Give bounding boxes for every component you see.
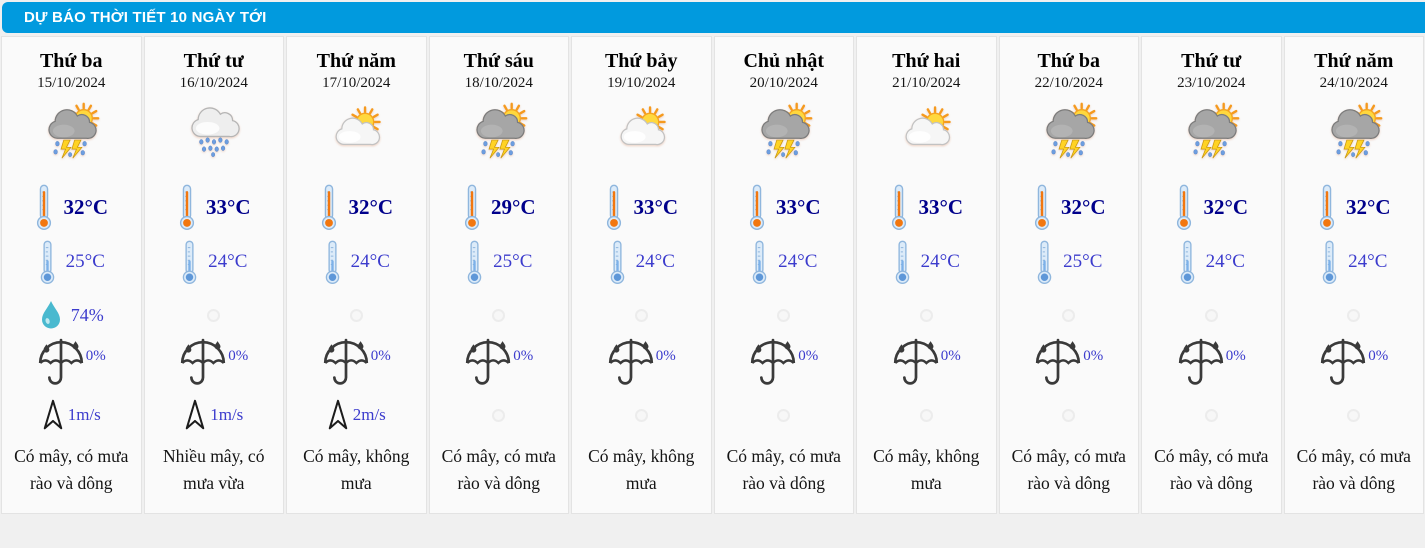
storm-sun-icon: [1040, 102, 1098, 160]
wind-row: [715, 395, 854, 435]
low-temperature: 25°C: [1063, 251, 1103, 272]
day-card: [714, 36, 855, 514]
high-temperature: 33°C: [633, 194, 679, 219]
high-temp-row: [857, 183, 996, 231]
day-name: Thứ năm: [316, 50, 396, 72]
low-temp-row: [857, 239, 996, 285]
precipitation-chance: 0%: [655, 348, 676, 364]
precipitation-row: [1142, 337, 1281, 391]
day-card: [571, 36, 712, 514]
umbrella-icon: [464, 337, 512, 389]
wind-arrow-icon: [184, 398, 206, 432]
day-name: Thứ ba: [39, 50, 103, 72]
wind-row: [857, 395, 996, 435]
low-temp-row: [572, 239, 711, 285]
precipitation-chance: 0%: [85, 348, 106, 364]
thermometer-low-icon: [1035, 240, 1054, 284]
no-data-dot: [492, 309, 505, 322]
low-temperature: 25°C: [493, 251, 533, 272]
no-data-dot: [920, 309, 933, 322]
wind-speed: 1m/s: [67, 405, 101, 424]
low-temp-row: [1142, 239, 1281, 285]
day-date: 18/10/2024: [464, 75, 533, 91]
thermometer-low-icon: [323, 240, 342, 284]
wind-speed: 1m/s: [210, 405, 244, 424]
thermometer-low-icon: [1320, 240, 1339, 284]
weather-icon-row: [715, 101, 854, 161]
low-temperature: 24°C: [635, 251, 675, 272]
no-data-dot: [1205, 409, 1218, 422]
humidity-row: [287, 295, 426, 335]
no-data-dot: [350, 309, 363, 322]
no-data-dot: [635, 409, 648, 422]
weather-description: Có mây, không mưa: [873, 446, 980, 493]
day-card: [1284, 36, 1425, 514]
precipitation-row: [1285, 337, 1424, 391]
thermometer-high-icon: [319, 184, 339, 230]
day-card: [144, 36, 285, 514]
low-temperature: 24°C: [1348, 251, 1388, 272]
humidity-row: [1142, 295, 1281, 335]
no-data-dot: [1347, 309, 1360, 322]
low-temp-row: [1285, 239, 1424, 285]
wind-row: [430, 395, 569, 435]
low-temperature: 24°C: [920, 251, 960, 272]
high-temp-row: [715, 183, 854, 231]
low-temp-row: [287, 239, 426, 285]
day-date: 21/10/2024: [892, 75, 961, 91]
storm-sun-icon: [42, 102, 100, 160]
humidity-row: [715, 295, 854, 335]
high-temp-row: [145, 183, 284, 231]
thermometer-high-icon: [34, 184, 54, 230]
thermometer-low-icon: [465, 240, 484, 284]
day-name: Thứ ba: [1037, 50, 1101, 72]
weather-description: Có mây, không mưa: [303, 446, 410, 493]
low-temp-row: [1000, 239, 1139, 285]
weather-icon-row: [1142, 101, 1281, 161]
storm-sun-icon: [470, 102, 528, 160]
precipitation-row: [572, 337, 711, 391]
day-name: Thứ bảy: [604, 50, 678, 72]
no-data-dot: [1062, 309, 1075, 322]
weather-description: Có mây, có mưa rào và dông: [14, 446, 129, 493]
precipitation-chance: 0%: [1083, 348, 1104, 364]
humidity-row: [1000, 295, 1139, 335]
high-temperature: 33°C: [918, 194, 964, 219]
high-temperature: 32°C: [1060, 194, 1106, 219]
weather-icon-row: [857, 101, 996, 161]
no-data-dot: [920, 409, 933, 422]
weather-icon-row: [1000, 101, 1139, 161]
high-temperature: 32°C: [1203, 194, 1249, 219]
high-temp-row: [1285, 183, 1424, 231]
day-name: Thứ hai: [892, 50, 961, 72]
wind-row: [287, 395, 426, 435]
sun-cloud-icon: [327, 102, 385, 160]
day-card: [1, 36, 142, 514]
thermometer-low-icon: [608, 240, 627, 284]
umbrella-icon: [749, 337, 797, 389]
sun-cloud-icon: [612, 102, 670, 160]
wind-row: [1285, 395, 1424, 435]
wind-row: [1000, 395, 1139, 435]
thermometer-high-icon: [1032, 184, 1052, 230]
precipitation-chance: 0%: [1368, 348, 1389, 364]
thermometer-low-icon: [38, 240, 57, 284]
day-date: 23/10/2024: [1177, 75, 1246, 91]
high-temp-row: [287, 183, 426, 231]
low-temp-row: [145, 239, 284, 285]
precipitation-chance: 0%: [1225, 348, 1246, 364]
humidity-row: [857, 295, 996, 335]
wind-row: [145, 395, 284, 435]
precipitation-row: [857, 337, 996, 391]
no-data-dot: [635, 309, 648, 322]
day-date: 15/10/2024: [37, 75, 106, 91]
low-temp-row: [715, 239, 854, 285]
no-data-dot: [777, 409, 790, 422]
precipitation-row: [715, 337, 854, 391]
day-name: Thứ tư: [1181, 50, 1242, 72]
precipitation-chance: 0%: [798, 348, 819, 364]
day-date: 20/10/2024: [749, 75, 818, 91]
weather-icon-row: [145, 101, 284, 161]
high-temp-row: [1142, 183, 1281, 231]
umbrella-icon: [607, 337, 655, 389]
sun-cloud-icon: [897, 102, 955, 160]
wind-arrow-icon: [42, 398, 64, 432]
wind-row: [2, 395, 141, 435]
umbrella-icon: [179, 337, 227, 389]
wind-speed: 2m/s: [352, 405, 386, 424]
weather-icon-row: [572, 101, 711, 161]
thermometer-high-icon: [462, 184, 482, 230]
high-temperature: 32°C: [348, 194, 394, 219]
day-date: 19/10/2024: [607, 75, 676, 91]
thermometer-low-icon: [1178, 240, 1197, 284]
high-temp-row: [2, 183, 141, 231]
day-date: 17/10/2024: [322, 75, 391, 91]
weather-description: Có mây, có mưa rào và dông: [1154, 446, 1269, 493]
thermometer-high-icon: [889, 184, 909, 230]
weather-icon-row: [1285, 101, 1424, 161]
storm-sun-icon: [1325, 102, 1383, 160]
day-name: Thứ tư: [183, 50, 244, 72]
humidity-row: [572, 295, 711, 335]
high-temperature: 32°C: [1345, 194, 1391, 219]
day-name: Thứ năm: [1314, 50, 1394, 72]
wind-row: [1142, 395, 1281, 435]
thermometer-low-icon: [893, 240, 912, 284]
precipitation-chance: 0%: [513, 348, 534, 364]
weather-icon-row: [430, 101, 569, 161]
weather-icon-row: [2, 101, 141, 161]
humidity-row: [2, 295, 141, 335]
precipitation-row: [1000, 337, 1139, 391]
day-card: [1141, 36, 1282, 514]
humidity-cell: [39, 300, 104, 330]
thermometer-high-icon: [177, 184, 197, 230]
umbrella-icon: [1177, 337, 1225, 389]
rain-cloud-icon: [185, 102, 243, 160]
storm-sun-icon: [1182, 102, 1240, 160]
humidity-row: [145, 295, 284, 335]
storm-sun-icon: [755, 102, 813, 160]
no-data-dot: [1347, 409, 1360, 422]
precipitation-row: [287, 337, 426, 391]
precipitation-chance: 0%: [940, 348, 961, 364]
thermometer-low-icon: [750, 240, 769, 284]
no-data-dot: [207, 309, 220, 322]
precipitation-row: [430, 337, 569, 391]
weather-description: Có mây, có mưa rào và dông: [726, 446, 841, 493]
no-data-dot: [777, 309, 790, 322]
high-temperature: 33°C: [775, 194, 821, 219]
thermometer-low-icon: [180, 240, 199, 284]
low-temperature: 25°C: [65, 251, 105, 272]
day-card: [286, 36, 427, 514]
day-card: [856, 36, 997, 514]
day-date: 16/10/2024: [179, 75, 248, 91]
precipitation-chance: 0%: [228, 348, 249, 364]
low-temperature: 24°C: [1205, 251, 1245, 272]
high-temp-row: [572, 183, 711, 231]
weather-icon-row: [287, 101, 426, 161]
thermometer-high-icon: [747, 184, 767, 230]
weather-description: Nhiều mây, có mưa vừa: [163, 446, 265, 493]
low-temp-row: [430, 239, 569, 285]
weather-description: Có mây, có mưa rào và dông: [1296, 446, 1411, 493]
day-date: 22/10/2024: [1034, 75, 1103, 91]
high-temp-row: [1000, 183, 1139, 231]
high-temperature: 33°C: [205, 194, 251, 219]
day-card: [429, 36, 570, 514]
day-name: Thứ sáu: [463, 50, 534, 72]
precipitation-row: [2, 337, 141, 391]
umbrella-icon: [322, 337, 370, 389]
weather-description: Có mây, không mưa: [588, 446, 695, 493]
precipitation-row: [145, 337, 284, 391]
humidity-value: 74%: [70, 304, 104, 325]
humidity-row: [1285, 295, 1424, 335]
thermometer-high-icon: [1174, 184, 1194, 230]
wind-cell: [327, 398, 386, 432]
weather-description: Có mây, có mưa rào và dông: [441, 446, 556, 493]
forecast-title: DỰ BÁO THỜI TIẾT 10 NGÀY TỚI: [24, 9, 267, 26]
humidity-droplet-icon: [39, 300, 63, 330]
umbrella-icon: [37, 337, 85, 389]
precipitation-chance: 0%: [370, 348, 391, 364]
forecast-title-bar: [2, 2, 1425, 33]
low-temperature: 24°C: [778, 251, 818, 272]
humidity-row: [430, 295, 569, 335]
weather-description: Có mây, có mưa rào và dông: [1011, 446, 1126, 493]
umbrella-icon: [1034, 337, 1082, 389]
high-temperature: 32°C: [63, 194, 109, 219]
umbrella-icon: [892, 337, 940, 389]
umbrella-icon: [1319, 337, 1367, 389]
day-card: [999, 36, 1140, 514]
day-name: Chủ nhật: [743, 50, 825, 72]
low-temperature: 24°C: [350, 251, 390, 272]
wind-row: [572, 395, 711, 435]
no-data-dot: [1205, 309, 1218, 322]
thermometer-high-icon: [604, 184, 624, 230]
wind-cell: [42, 398, 101, 432]
low-temp-row: [2, 239, 141, 285]
high-temperature: 29°C: [490, 194, 536, 219]
low-temperature: 24°C: [208, 251, 248, 272]
wind-arrow-icon: [327, 398, 349, 432]
wind-cell: [184, 398, 243, 432]
no-data-dot: [492, 409, 505, 422]
thermometer-high-icon: [1317, 184, 1337, 230]
no-data-dot: [1062, 409, 1075, 422]
forecast-days-row: [0, 33, 1425, 514]
high-temp-row: [430, 183, 569, 231]
day-date: 24/10/2024: [1319, 75, 1388, 91]
